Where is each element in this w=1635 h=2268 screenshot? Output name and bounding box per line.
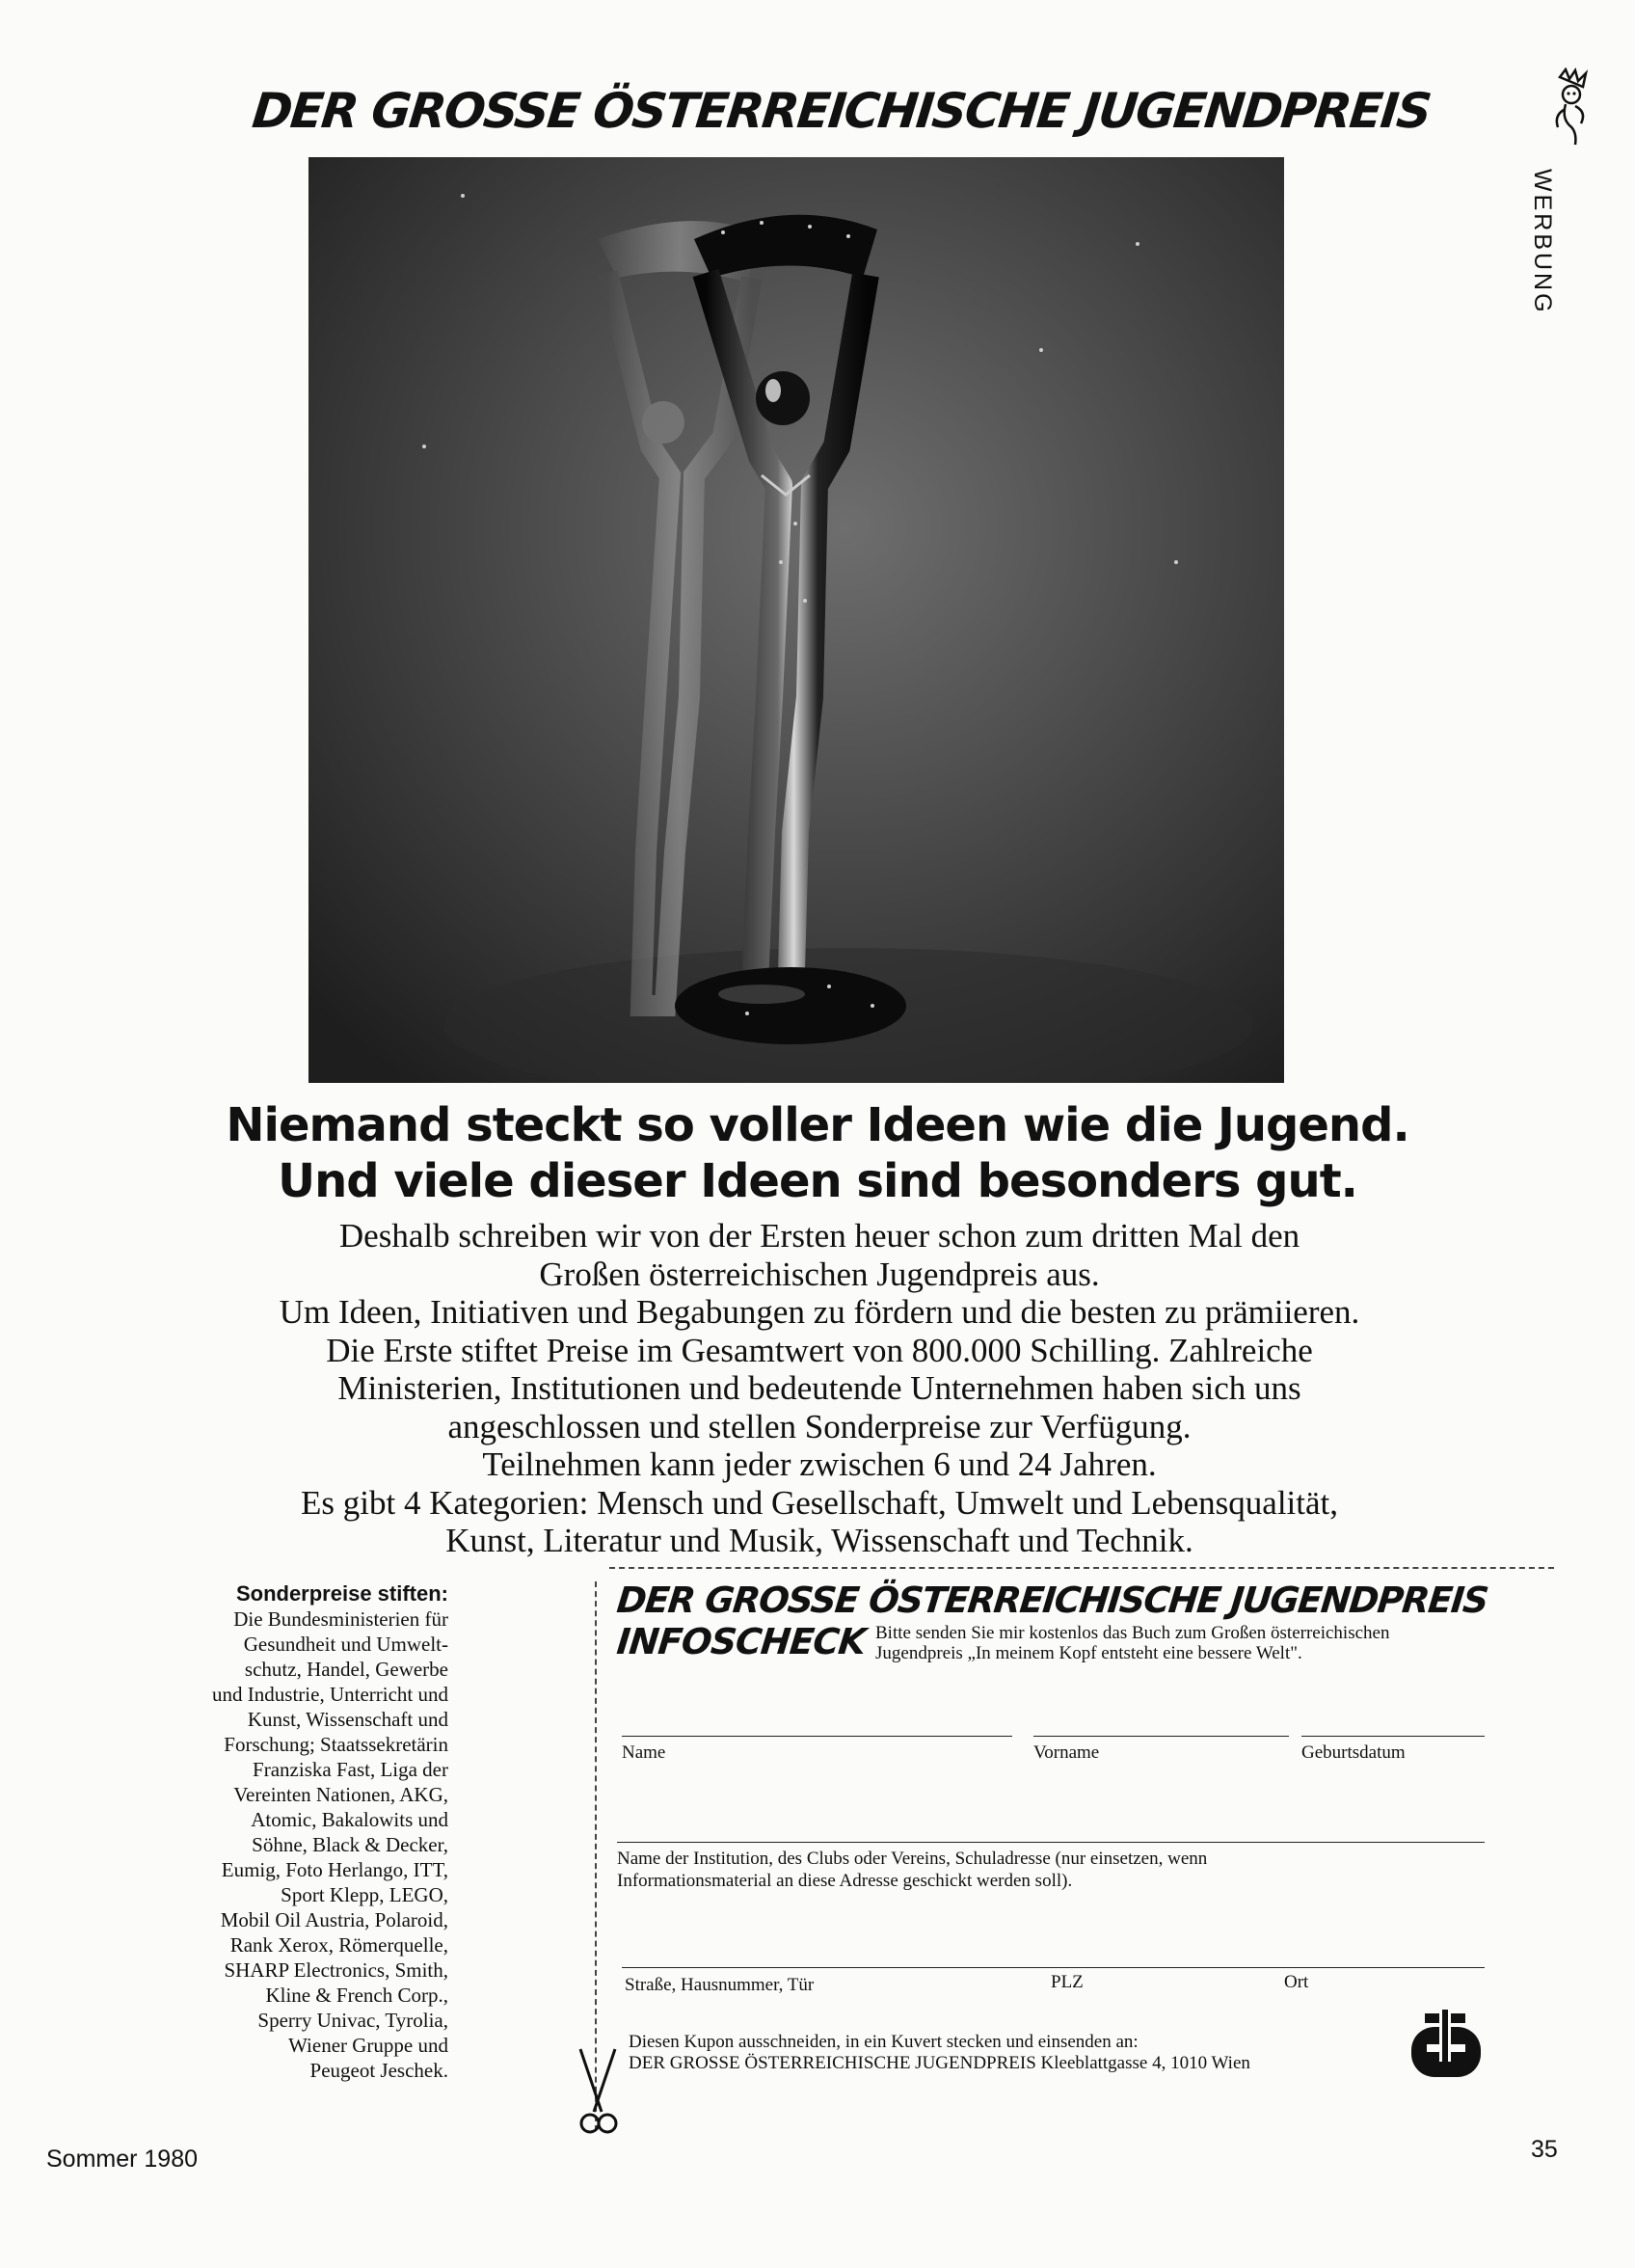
- body-line: Die Erste stiftet Preise im Gesamtwert von 800.000 Schilling. Zahlreiche: [326, 1331, 1313, 1369]
- sponsor-line: Vereinten Nationen, AKG,: [233, 1783, 448, 1806]
- vorname-field[interactable]: [1033, 1736, 1289, 1737]
- sponsor-line: Sperry Univac, Tyrolia,: [257, 2009, 448, 2032]
- issue-label: Sommer 1980: [46, 2146, 199, 2173]
- institution-label-line: Name der Institution, des Clubs oder Vereins, Schuladresse (nur einsetzen, wenn: [617, 1849, 1208, 1869]
- sponsor-line: Söhne, Black & Decker,: [252, 1833, 448, 1856]
- body-copy: [145, 1217, 1494, 1560]
- body-line: Teilnehmen kann jeder zwischen 6 und 24 Jahren.: [482, 1445, 1157, 1483]
- coupon-request-line: Bitte senden Sie mir kostenlos das Buch zum Großen österreichischen: [875, 1623, 1390, 1643]
- sponsor-line: Atomic, Bakalowits und: [251, 1808, 448, 1831]
- coupon-title: DER GROSSE ÖSTERREICHISCHE JUGENDPREIS: [614, 1580, 1489, 1621]
- headline-line-1: Niemand steckt so voller Ideen wie die Jugend.: [226, 1098, 1409, 1152]
- institution-label-line: Informationsmaterial an diese Adresse geschickt werden soll).: [617, 1871, 1073, 1891]
- sponsor-line: Peugeot Jeschek.: [309, 2059, 448, 2082]
- scissors-icon: [569, 2044, 627, 2141]
- coupon-note-line: DER GROSSE ÖSTERREICHISCHE JUGENDPREIS Kleeblattgasse 4, 1010 Wien: [629, 2053, 1250, 2073]
- jugendpreis-logo-icon: [1407, 2006, 1485, 2083]
- sponsor-line: Wiener Gruppe und: [288, 2034, 448, 2057]
- institution-field[interactable]: [617, 1842, 1485, 1843]
- body-line: Um Ideen, Initiativen und Begabungen zu fördern und die besten zu prämiieren.: [279, 1293, 1360, 1331]
- sponsor-line: Kunst, Wissenschaft und: [247, 1708, 448, 1731]
- sponsor-line: Sport Klepp, LEGO,: [281, 1883, 448, 1906]
- coupon-request-line: Jugendpreis „In meinem Kopf entsteht eine bessere Welt".: [875, 1643, 1302, 1663]
- page-title: DER GROSSE ÖSTERREICHISCHE JUGENDPREIS: [249, 83, 1433, 139]
- sponsor-line: Franziska Fast, Liga der: [253, 1758, 448, 1781]
- sponsor-line: Eumig, Foto Herlango, ITT,: [221, 1858, 448, 1881]
- coupon-note-line: Diesen Kupon ausschneiden, in ein Kuvert stecken und einsenden an:: [629, 2032, 1139, 2052]
- name-label: Name: [622, 1742, 666, 1763]
- trophy-statue-photo: [308, 157, 1284, 1083]
- jester-figure-icon: [1542, 68, 1600, 154]
- vorname-label: Vorname: [1033, 1742, 1100, 1763]
- sponsor-line: Gesundheit und Umwelt-: [243, 1633, 448, 1656]
- sponsor-line: Mobil Oil Austria, Polaroid,: [220, 1908, 448, 1931]
- geburtsdatum-label: Geburtsdatum: [1301, 1742, 1406, 1763]
- coupon-subtitle: INFOSCHECK: [614, 1621, 868, 1662]
- plz-label: PLZ: [1051, 1972, 1084, 1992]
- sponsor-line: schutz, Handel, Gewerbe: [244, 1658, 448, 1681]
- ort-label: Ort: [1284, 1972, 1309, 1992]
- geburtsdatum-field[interactable]: [1301, 1736, 1485, 1737]
- body-line: Es gibt 4 Kategorien: Mensch und Gesellschaft, Umwelt und Lebensqualität,: [301, 1483, 1338, 1522]
- body-line: Deshalb schreiben wir von der Ersten heuer schon zum dritten Mal den: [338, 1217, 1300, 1255]
- sponsor-line: Die Bundesministerien für: [233, 1607, 448, 1631]
- institution-label: [617, 1848, 1369, 1892]
- sponsor-line: und Industrie, Unterricht und: [212, 1683, 448, 1706]
- page-number: 35: [1531, 2136, 1558, 2163]
- name-field[interactable]: [622, 1736, 1012, 1737]
- body-line: Großen österreichischen Jugendpreis aus.: [539, 1255, 1100, 1293]
- sponsors-list: [145, 1581, 448, 2083]
- headline-line-2: Und viele dieser Ideen sind besonders gut.: [278, 1154, 1357, 1208]
- coupon-mailing-note: [629, 2032, 1400, 2074]
- sponsor-line: Rank Xerox, Römerquelle,: [229, 1933, 448, 1957]
- sponsor-line: Forschung; Staatssekretärin: [224, 1733, 448, 1756]
- sponsor-line: Kline & French Corp.,: [265, 1984, 448, 2007]
- strasse-label: Straße, Hausnummer, Tür: [625, 1975, 815, 1995]
- body-line: Kunst, Literatur und Musik, Wissenschaft und Technik.: [445, 1522, 1193, 1559]
- sponsors-heading: Sonderpreise stiften:: [235, 1581, 448, 1606]
- body-line: angeschlossen und stellen Sonderpreise zur Verfügung.: [447, 1407, 1192, 1445]
- coupon-request-text: [875, 1623, 1512, 1663]
- headline: [0, 1097, 1635, 1209]
- coupon-cut-line-top: [609, 1567, 1554, 1569]
- advertisement-tag: WERBUNG: [1529, 169, 1556, 315]
- address-field[interactable]: [622, 1967, 1485, 1968]
- body-line: Ministerien, Institutionen und bedeutende Unternehmen haben sich uns: [337, 1369, 1301, 1407]
- sponsor-line: SHARP Electronics, Smith,: [224, 1958, 448, 1982]
